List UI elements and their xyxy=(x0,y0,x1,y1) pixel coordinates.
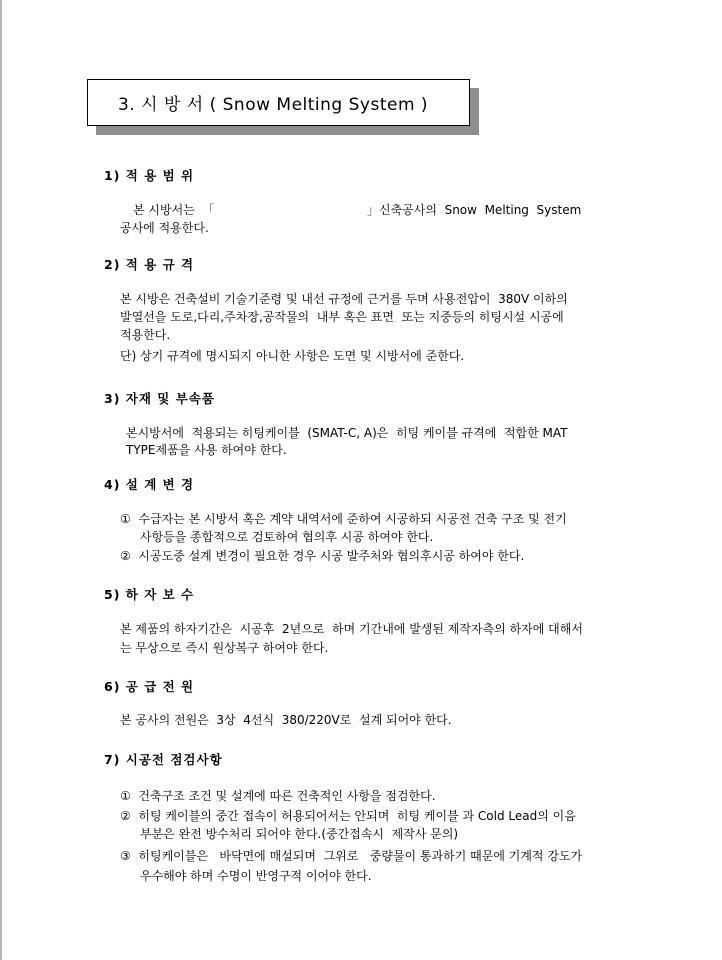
section-heading-design-change: 4) 설 계 변 경 xyxy=(104,477,195,492)
section-text-line: 적용한다. xyxy=(120,328,171,342)
section-text-line: 본시방서에 적용되는 히팅케이블 (SMAT-C, A)은 히팅 케이블 규격에 적합한 MAT xyxy=(126,426,568,440)
section-text-line: ② 시공도중 설계 변경이 필요한 경우 시공 발주처와 협의후시공 하여야 한다. xyxy=(120,549,525,563)
section-text-line: 본 시방서는 「 」신축공사의 Snow Melting System xyxy=(133,203,582,217)
section-text-line: 우수해야 하며 수명이 반영구적 이어야 한다. xyxy=(140,869,372,883)
section-text-line: ① 건축구조 조건 및 설계에 따른 건축적인 사항을 점검한다. xyxy=(120,789,436,803)
section-text-line: 는 무상으로 즉시 원상복구 하여야 한다. xyxy=(120,641,329,655)
page-left-border xyxy=(0,0,2,960)
section-heading-power-supply: 6) 공 급 전 원 xyxy=(104,679,195,694)
title-box xyxy=(87,79,470,126)
section-text-line: 본 제품의 하자기간은 시공후 2년으로 하며 기간내에 발생된 제작자측의 하자에 대해서 xyxy=(120,622,583,636)
section-text-line: ② 히팅 케이블의 중간 접속이 허용되어서는 안되며 히팅 케이블 과 Cold Lead의 이음 xyxy=(120,809,576,823)
section-heading-standards: 2) 적 용 규 격 xyxy=(104,257,195,272)
section-heading-warranty: 5) 하 자 보 수 xyxy=(104,587,195,602)
section-text-line: ① 수급자는 본 시방서 혹은 계약 내역서에 준하여 시공하되 시공전 건축 구조 및 전기 xyxy=(120,512,567,526)
section-text-line: 본 시방은 건축설비 기술기준령 및 내선 규정에 근거를 두며 사용전압이 380V 이하의 xyxy=(120,292,568,306)
section-text-line: 공사에 적용한다. xyxy=(120,221,209,235)
section-heading-materials: 3) 자재 및 부속품 xyxy=(104,391,215,406)
document-title: 3. 시 방 서 ( Snow Melting System ) xyxy=(118,95,429,115)
section-text-line: 발열선을 도로,다리,주차장,공작물의 내부 혹은 표면 또는 지중등의 히팅시설 시공에 xyxy=(120,310,564,324)
title-frame xyxy=(87,79,470,126)
section-text-line: TYPE제품을 사용 하여야 한다. xyxy=(126,443,287,457)
section-text-line: ③ 히팅케이블은 바닥면에 매설되며 그위로 중량물이 통과하기 때문에 기계적 강도가 xyxy=(120,849,583,863)
section-text-line: 부분은 완전 방수처리 되어야 한다.(중간접속시 제작사 문의) xyxy=(140,827,459,841)
section-text-line: 사항등을 종합적으로 검토하여 협의후 시공 하여야 한다. xyxy=(140,530,434,544)
section-heading-scope: 1) 적 용 범 위 xyxy=(104,168,195,183)
section-text-line: 본 공사의 전원은 3상 4선식 380/220V로 설계 되어야 한다. xyxy=(120,713,452,727)
section-heading-pre-inspection: 7) 시공전 점검사항 xyxy=(104,752,223,767)
section-text-line: 단) 상기 규격에 명시되지 아니한 사항은 도면 및 시방서에 준한다. xyxy=(120,349,465,363)
